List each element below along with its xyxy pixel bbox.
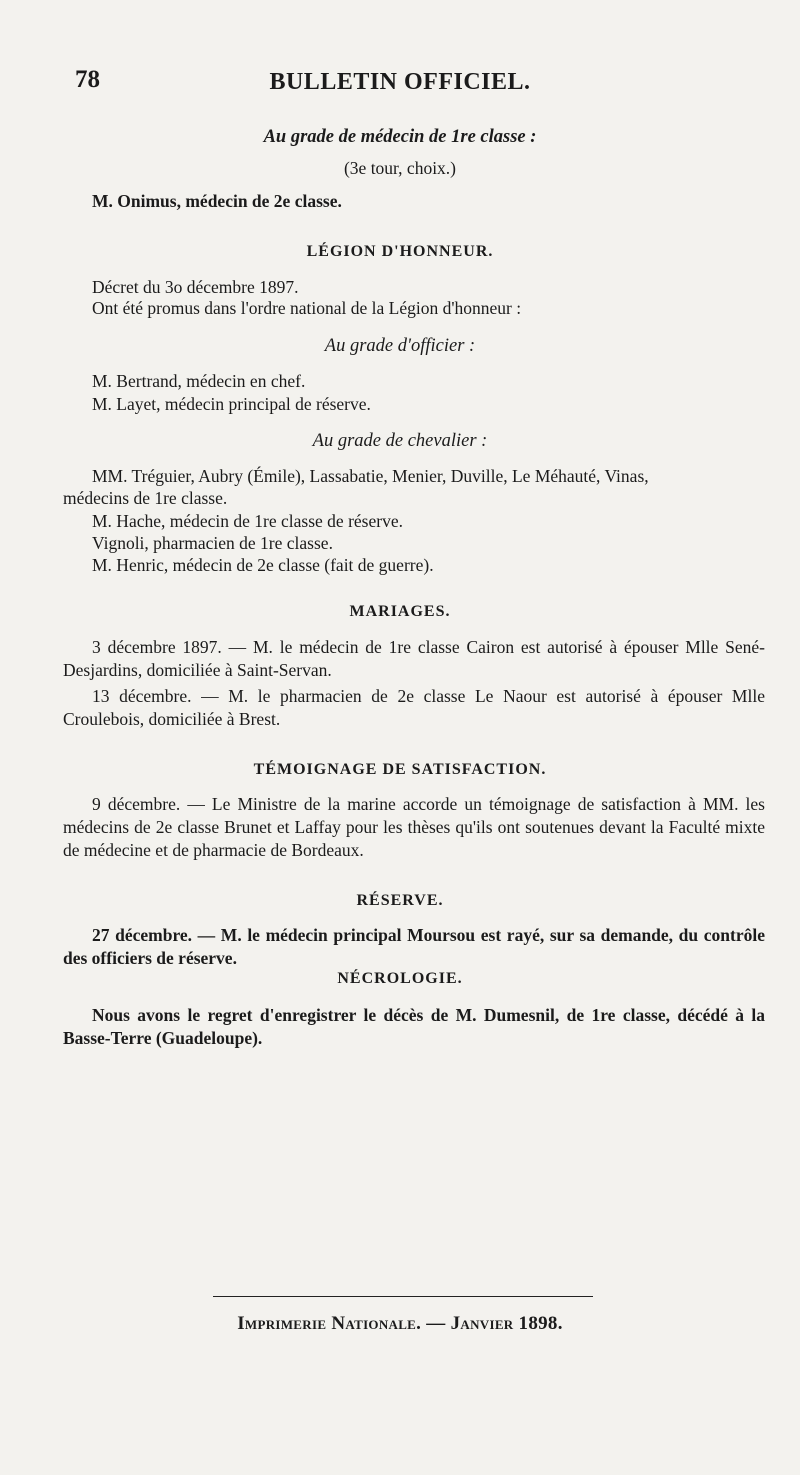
grade-heading-chevalier: Au grade de chevalier : — [312, 431, 488, 451]
chevalier-vignoli: Vignoli, pharmacien de 1re classe. — [92, 533, 333, 553]
mariage-paragraph-1: 3 décembre 1897. — M. le médecin de 1re classe Cairon est autorisé à épouser Mlle Sené-Desjardins, domiciliée à Saint-Servan. — [63, 637, 765, 680]
grade-heading-officier: Au grade d'officier : — [324, 336, 476, 356]
temoignage-paragraph: 9 décembre. — Le Ministre de la marine accorde un témoignage de satisfaction à MM. les médecins de 2e classe Brunet et Laffay pour les thèses qu'ils ont soutenues devant la Faculté mixte de médecine et de pharmacie de Bordeaux. — [63, 794, 765, 860]
decree-line: Décret du 3o décembre 1897. — [92, 277, 299, 297]
running-title: BULLETIN OFFICIEL. — [269, 69, 531, 95]
chevalier-list-line1: MM. Tréguier, Aubry (Émile), Lassabatie, Menier, Duville, Le Méhauté, Vinas, — [92, 466, 649, 486]
chevalier-list-line2: médecins de 1re classe. — [63, 488, 228, 508]
reserve-paragraph: 27 décembre. — M. le médecin principal Moursou est rayé, sur sa demande, du contrôle des officiers de réserve. — [63, 925, 765, 968]
officier-layet: M. Layet, médecin principal de réserve. — [92, 394, 371, 414]
page-number: 78 — [75, 66, 100, 93]
section-heading-reserve: RÉSERVE. — [356, 892, 444, 909]
grade-heading-medecin-1re: Au grade de médecin de 1re classe : — [263, 127, 537, 147]
chevalier-hache: M. Hache, médecin de 1re classe de réserve. — [92, 511, 403, 531]
section-heading-necrologie: NÉCROLOGIE. — [337, 970, 463, 987]
promus-line: Ont été promus dans l'ordre national de la Légion d'honneur : — [92, 298, 522, 318]
section-heading-legion: LÉGION D'HONNEUR. — [306, 243, 494, 260]
chevalier-henric: M. Henric, médecin de 2e classe (fait de guerre). — [92, 555, 434, 575]
tour-note: (3e tour, choix.) — [343, 158, 457, 178]
necrologie-paragraph: Nous avons le regret d'enregistrer le décès de M. Dumesnil, de 1re classe, décédé à la Basse-Terre (Guadeloupe). — [63, 1005, 765, 1048]
officier-bertrand: M. Bertrand, médecin en chef. — [92, 371, 306, 391]
onimus-line: M. Onimus, médecin de 2e classe. — [92, 191, 342, 211]
imprint-footer: Imprimerie Nationale. — Janvier 1898. — [237, 1313, 563, 1334]
footer-rule — [213, 1296, 593, 1297]
mariage-paragraph-2: 13 décembre. — M. le pharmacien de 2e classe Le Naour est autorisé à épouser Mlle Croulebois, domiciliée à Brest. — [63, 686, 765, 729]
section-heading-temoignage: TÉMOIGNAGE DE SATISFACTION. — [253, 761, 547, 778]
section-heading-mariages: MARIAGES. — [349, 603, 451, 620]
